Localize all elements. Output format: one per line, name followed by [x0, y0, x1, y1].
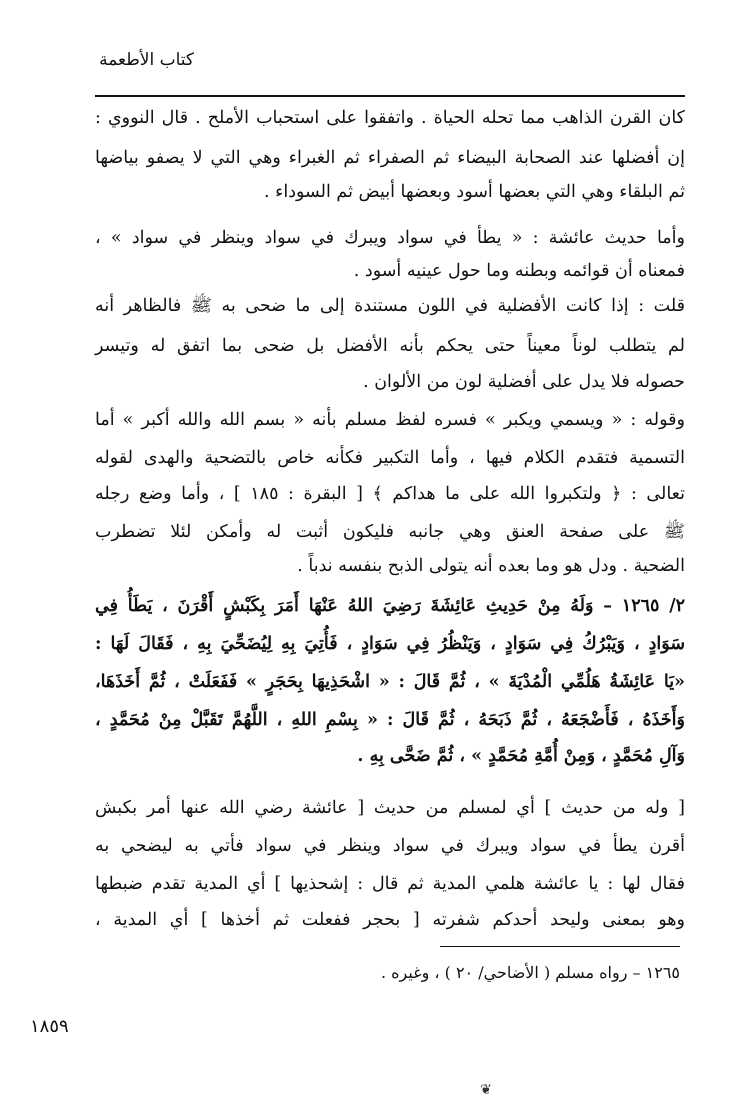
text-line: حصوله فلا يدل على أفضلية لون من الألوان . — [363, 372, 685, 392]
hadith-line: «يَا عَائِشَةُ هَلُمِّي الْمُدْيَةَ » ، ثُمَّ قَالَ : « اشْحَذِيهَا بِحَجَرٍ » فَفَعَلَتْ ، ثُمَّ أَخَذَهَا، — [95, 672, 685, 692]
page-number: ١٨٥٩ — [30, 1016, 69, 1037]
hadith-line: وَأَخَذَهُ ، فَأَضْجَعَهُ ، ثُمَّ ذَبَحَهُ ، ثُمَّ قَالَ : « بِسْمِ اللهِ ، اللَّهُمَّ تَقَبَّلْ مِنْ مُحَمَّدٍ ، — [95, 710, 685, 730]
text-line: كان القرن الذاهب مما تحله الحياة . واتفقوا على استحباب الأملح . قال النووي : — [95, 108, 685, 128]
footnote: ١٢٦٥ – رواه مسلم ( الأضاحي/ ٢٠ ) ، وغيره . — [380, 963, 680, 982]
text-line: إن أفضلها عند الصحابة البيضاء ثم الصفراء ثم الغبراء وهي التي لا يصفو بياضها — [95, 148, 685, 168]
text-line: فمعناه أن قوائمه وبطنه وما حول عينيه أسود . — [353, 261, 685, 281]
text-line: تعالى : ﴿ ولتكبروا الله على ما هداكم ﴾ [ البقرة : ١٨٥ ] ، وأما وضع رجله — [95, 484, 685, 504]
text-line: ثم البلقاء وهي التي بعضها أسود وبعضها أبيض ثم السوداء . — [264, 182, 685, 202]
text-line: فقال لها : يا عائشة هلمي المدية ثم قال : إشحذيها ] أي المدية تقدم ضبطها — [95, 874, 685, 894]
text-line: قلت : إذا كانت الأفضلية في اللون مستندة إلى ما ضحى به ﷺ فالظاهر أنه — [95, 296, 685, 316]
text-line: لم يتطلب لوناً معيناً حتى يحكم بأنه الأفضل بل ضحى بما اتفق له وتيسر — [95, 336, 685, 356]
ornament-icon: ❦ — [480, 1082, 492, 1098]
header-rule — [95, 95, 685, 97]
hadith-line: ٢/ ١٢٦٥ – وَلَهُ مِنْ حَدِيثِ عَائِشَةَ رَضِيَ اللهُ عَنْهَا أَمَرَ بِكَبْشٍ أَقْرَنَ ، يَطَأُ فِي — [95, 596, 686, 616]
text-line: التسمية فتقدم الكلام فيها ، وأما التكبير فكأنه خاص بالتضحية والهدى لقوله — [95, 448, 685, 468]
footnote-rule — [440, 946, 680, 947]
text-line: الضحية . ودل هو وما بعده أنه يتولى الذبح بنفسه ندباً . — [297, 556, 685, 576]
text-line: أقرن يطأ في سواد ويبرك في سواد وينظر في سواد فأتي به ليضحي به — [95, 836, 685, 856]
text-line: ﷺ على صفحة العنق وهي جانبه فليكون أثبت له وأمكن لئلا تضطرب — [95, 522, 685, 542]
running-header-title: كتاب الأطعمة — [99, 50, 194, 70]
text-line: وأما حديث عائشة : « يطأ في سواد ويبرك في سواد وينظر في سواد » ، — [95, 228, 685, 248]
hadith-line: سَوَادٍ ، وَيَبْرُكُ فِي سَوَادٍ ، وَيَنْظُرُ فِي سَوَادٍ ، فَأُتِيَ بِهِ لِيُضَحِّيَ بِهِ ، فَقَالَ لَهَا : — [95, 634, 685, 654]
hadith-line: وَآلِ مُحَمَّدٍ ، وَمِنْ أُمَّةِ مُحَمَّدٍ » ، ثُمَّ ضَحَّى بِهِ . — [357, 746, 685, 766]
text-line: وهو بمعنى وليحد أحدكم شفرته [ بحجر ففعلت ثم أخذها ] أي المدية ، — [95, 910, 685, 930]
text-line: وقوله : « ويسمي ويكبر » فسره لفظ مسلم بأنه « بسم الله والله أكبر » أما — [95, 410, 685, 430]
text-line: [ وله من حديث ] أي لمسلم من حديث [ عائشة رضي الله عنها أمر بكبش — [95, 798, 685, 818]
